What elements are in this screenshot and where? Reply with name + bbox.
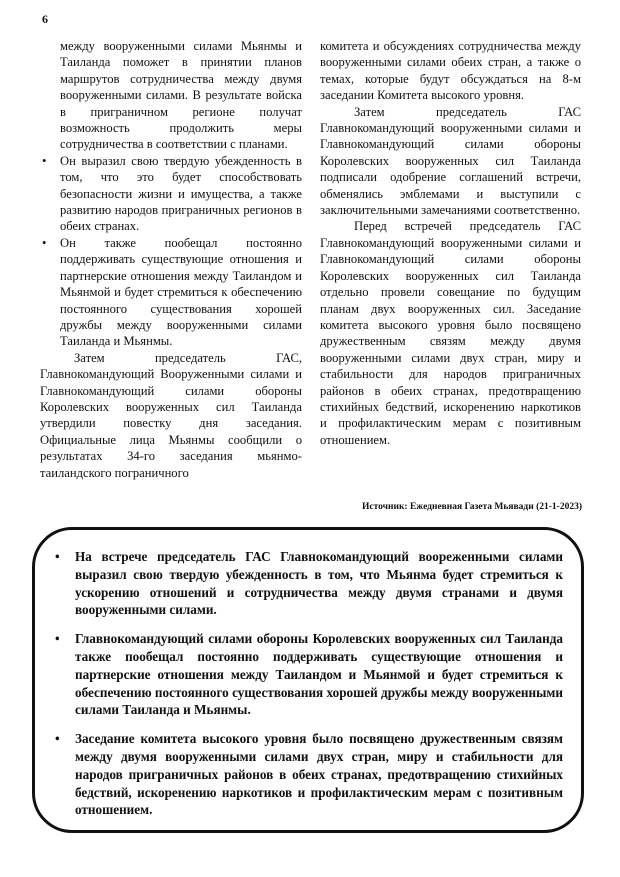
left-column bbox=[40, 38, 302, 481]
body-paragraph: Затем председатель ГАС, Главнокомандующий Вооруженными силами и Главнокомандующий силами обороны Королевских вооруженных сил Таиланда утвердили повестку дня заседания. Официальные лица Мьянмы сообщили о результатах 34-го заседания мьянмо-таиландского пограничного bbox=[40, 350, 302, 480]
right-column bbox=[320, 38, 581, 448]
source-line: Источник: Ежедневная Газета Мьявади (21-1-2023) bbox=[362, 502, 582, 512]
bullet-list bbox=[40, 153, 302, 350]
body-paragraph: Перед встречей председатель ГАС Главнокомандующий вооруженными силами и Главнокомандующий силами обороны Королевских вооруженных сил Таиланда отдельно провели совещание по будущим планам двух вооруженных сил. Заседание комитета высокого уровня было посвящено дружественным связям между двумя вооруженными силами двух стран, миру и стабильности для народов приграничных районов в обеих странах, предотвращению стихийных бедствий, искоренению наркотиков и профилактическим мерам с позитивным отношением. bbox=[320, 219, 581, 447]
summary-list bbox=[35, 530, 581, 819]
page-number: 6 bbox=[42, 12, 48, 26]
list-item: между вооруженными силами Мьянмы и Таиланда поможет в принятии планов маршрутов сотрудничества между двумя вооруженными силами. В результате войска в приграничном регионе получат возможность продолжить меры сотрудничества в соответствии с планами. bbox=[60, 39, 302, 152]
list-item: • Он также пообещал постоянно поддерживать существующие отношения и партнерские отношения между Таиландом и Мьянмой и будет стремиться к обеспечению постоянного существования хорошей дружбы между вооруженными силами Таиланда и Мьянмы. bbox=[40, 235, 302, 350]
list-item: • Он выразил свою твердую убежденность в том, что это будет способствовать безопасности жизни и имущества, а также развитию народов приграничных регионов в обеих странах. bbox=[40, 153, 302, 235]
continued-list bbox=[40, 38, 302, 153]
body-paragraph: Затем председатель ГАС Главнокомандующий вооруженными силами и Главнокомандующий силами обороны Королевских вооруженных сил Таиланда подписали одобрение соглашений встречи, обменялись эмблемами и выступили с заключительными замечаниями соответственно. bbox=[320, 104, 581, 218]
summary-box bbox=[32, 527, 584, 833]
summary-item: • Главнокомандующий силами обороны Королевских вооруженных сил Таиланда также пообещал постоянно поддерживать существующие отношения и партнерские отношения между Таиландом и Мьянмой и будет стремиться к обеспечению постоянного существования хорошей дружбы между вооруженными силами Таиланда и Мьянмы. bbox=[75, 630, 563, 719]
summary-item: • Заседание комитета высокого уровня было посвящено дружественным связям между двумя вооруженными силами двух стран, миру и стабильности для народов приграничных районов в обеих странах, предотвращению стихийных бедствий, искоренению наркотиков и профилактическим мерам с позитивным отношением. bbox=[75, 730, 563, 819]
summary-item: • На встрече председатель ГАС Главнокомандующий воореженными силами выразил свою твердую убежденность в том, что Мьянма будет стремиться к ускорению отношений и сотрудничества между двумя странами и двумя вооруженными силами. bbox=[75, 548, 563, 619]
body-paragraph: комитета и обсуждениях сотрудничества между вооруженными силами обеих стран, а также о темах, которые будут обсуждаться на 8-м заседании Комитета высокого уровня. bbox=[320, 39, 581, 103]
